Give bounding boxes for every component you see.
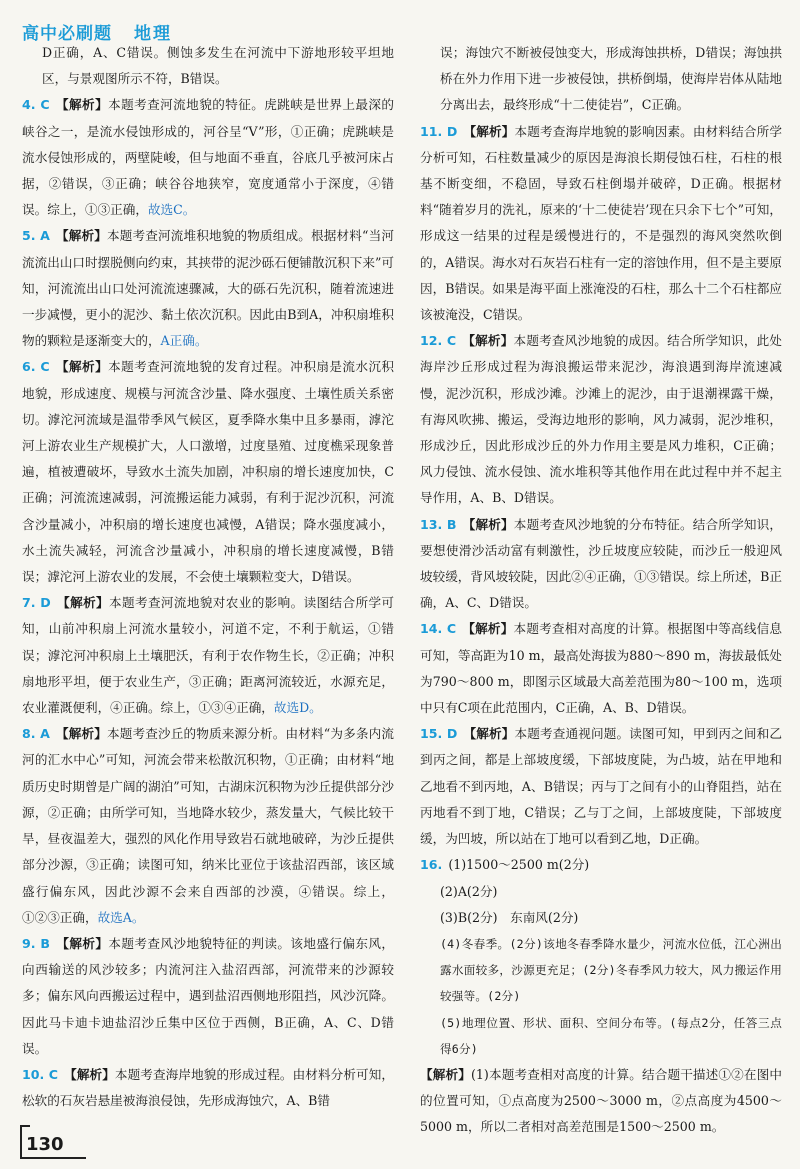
- answer-conclusion: 故选C。: [147, 202, 196, 218]
- analysis-tag: 【解析】: [462, 333, 514, 349]
- answer-item-11: [420, 119, 782, 329]
- analysis-tag: 【解析】: [55, 726, 108, 742]
- page-number: 130: [20, 1133, 86, 1159]
- answer-number: 7. D: [22, 595, 51, 611]
- answer-number: 4. C: [22, 97, 50, 113]
- left-column: [22, 40, 394, 1114]
- sub-answer: (1)1500～2500 m(2分): [448, 857, 590, 873]
- answer-number: 8. A: [22, 726, 50, 742]
- answer-item-4: [22, 92, 394, 223]
- answer-number: 16.: [420, 857, 443, 873]
- analysis-tag: 【解析】: [55, 935, 109, 951]
- answer-item-16-analysis: [420, 1062, 782, 1141]
- answer-continuation: 误；海蚀穴不断被侵蚀变大，形成海蚀拱桥，D错误；海蚀拱桥在外力作用下进一步被侵蚀，拱桥倒塌，使海岸岩体从陆地分离出去，最终形成“十二使徒岩”，C正确。: [440, 45, 782, 113]
- analysis-tag: 【解析】: [55, 97, 109, 113]
- sub-answer: (3)B(2分) 东南风(2分): [440, 909, 579, 925]
- answer-item-10: [22, 1062, 394, 1114]
- answer-text: 本题考查河流堆积地貌的物质组成。根据材料“当河流流出山口时摆脱侧向约束，其挟带的泥沙砾石便铺散沉积下来”可知，河流流出山口处河流流速骤减，大的砾石先沉积，随着流速进一步减慢，更小的泥沙、黏土依次沉积。因此由B到A，冲积扇堆积物的颗粒是逐渐变大的，: [22, 228, 394, 349]
- answer-number: 12. C: [420, 333, 457, 349]
- answer-text: 本题考查风沙地貌的分布特征。结合所学知识，要想使滑沙活动富有刺激性，沙丘坡度应较陡，而沙丘一般迎风坡较缓，背风坡较陡，因此②④正确，①③错误。综上所述，B正确，A、C、D错误。: [420, 516, 783, 611]
- answer-text: (1)本题考查相对高度的计算。结合题干描述①②在图中的位置可知，①点高度为2500～3000 m，②点高度为4500～5000 m，所以二者相对高差范围是1500～2500 m。: [420, 1066, 783, 1135]
- answer-number: 14. C: [420, 621, 457, 637]
- answer-item-6: [22, 354, 394, 590]
- answer-item-5: [22, 223, 394, 354]
- sub-answer-handwritten: (4)冬春季。(2分)该地冬春季降水量少，河流水位低，江心洲出露水面较多，沙源更充足；(2分)冬春季风力较大，风力搬运作用较强等。(2分): [440, 936, 782, 1004]
- answer-text: 本题考查风沙地貌的成因。结合所学知识，此处海岸沙丘形成过程为海浪搬运带来泥沙，海浪遇到海岸流速减慢，泥沙沉积，形成沙滩。沙滩上的泥沙，由于退潮裸露干燥，有海风吹拂、搬运，受海边地形的影响，风力减弱，泥沙堆积，形成沙丘，因此形成沙丘的外力作用主要是风力堆积，C正确；风力侵蚀、流水侵蚀、流水堆积等其他作用在此过程中并不起主导作用，A、B、D错误。: [420, 333, 783, 506]
- subject-label: 地理: [134, 23, 172, 44]
- analysis-tag: 【解析】: [462, 621, 514, 637]
- answer-item-13: [420, 512, 782, 617]
- analysis-tag: 【解析】: [56, 595, 110, 611]
- answer-text: 本题考查风沙地貌特征的判读。该地盛行偏东风，向西输送的风沙较多；内流河注入盐沼西部，河流带来的沙源较多；偏东风向西搬运过程中，遇到盐沼西侧地形阻挡，风沙沉降。因此马卡迪卡迪盐沼沙丘集中区位于西侧，B正确，A、C、D错误。: [22, 935, 395, 1056]
- answer-number: 13. B: [420, 516, 457, 532]
- analysis-tag: 【解析】: [55, 359, 109, 375]
- answer-text: 本题考查河流地貌对农业的影响。读图结合所学可知，山前冲积扇上河流水量较小，河道不定，不利于航运，①错误；滹沱河冲积扇上土壤肥沃，有利于农作物生长，②正确；冲积扇地形平坦，便于农业生产，③正确；距离河流较近，水源充足，农业灌溉便利，④正确。综上，①③④正确，: [22, 595, 395, 716]
- answer-text: 本题考查海岸地貌的影响因素。由材料结合所学分析可知，石柱数量减少的原因是海浪长期侵蚀石柱，石柱的根基不断变细，不稳固，导致石柱倒塌并破碎，D正确。根据材料“随着岁月的洗礼，原来的‘十二使徒岩’现在只余下七个”可知，形成这一结果的过程是缓慢进行的，不是强烈的海风突然吹倒的，A错误。海水对石灰岩石柱有一定的溶蚀作用，但不是主要原因，B错误。如果是海平面上涨淹没的石柱，那么十二个石柱都应该被淹没，C错误。: [420, 123, 783, 323]
- answer-item-12: [420, 328, 782, 511]
- answer-item-9: [22, 931, 394, 1062]
- answer-number: 15. D: [420, 726, 458, 742]
- answer-continuation: D正确，A、C错误。侧蚀多发生在河流中下游地形较平坦地区，与景观图所示不符，B错误。: [42, 45, 394, 87]
- answer-number: 9. B: [22, 935, 50, 951]
- analysis-tag: 【解析】: [55, 228, 108, 244]
- analysis-tag: 【解析】: [462, 516, 514, 532]
- book-title: 高中必刷题: [22, 23, 112, 44]
- answer-item-14: [420, 616, 782, 721]
- answer-text: 本题考查河流地貌的特征。虎跳峡是世界上最深的峡谷之一，是流水侵蚀形成的，河谷呈“V”形，①正确；虎跳峡是流水侵蚀形成的，两壁陡峻，但与地面不垂直，谷底几乎被河床占据，②错误，③正确；峡谷谷地狭窄，宽度通常小于深度，④错误。综上，①③正确，: [22, 97, 395, 218]
- answer-conclusion: A正确。: [160, 333, 208, 349]
- answer-conclusion: 故选D。: [273, 700, 322, 716]
- answer-number: 10. C: [22, 1066, 59, 1082]
- analysis-tag: 【解析】: [463, 726, 515, 742]
- analysis-tag: 【解析】: [64, 1066, 115, 1082]
- answer-item-7: [22, 590, 394, 721]
- answer-number: 6. C: [22, 359, 50, 375]
- answer-item-16: [420, 852, 782, 878]
- analysis-tag: 【解析】: [420, 1066, 471, 1082]
- answer-text: 本题考查海岸地貌的形成过程。由材料分析可知，松软的石灰岩悬崖被海浪侵蚀，先形成海蚀穴，A、B错: [22, 1066, 395, 1109]
- answer-text: 本题考查沙丘的物质来源分析。由材料“为多条内流河的汇水中心”可知，河流会带来松散沉积物，①正确；由材料“地质历史时期曾是广阔的湖泊”可知，古湖床沉积物为沙丘提供部分沙源，②正确；由所学可知，当地降水较少，蒸发量大，气候比较干旱，昼夜温差大，强烈的风化作用导致岩石就地破碎，为沙丘提供部分沙源，③正确；读图可知，纳米比亚位于该盐沼西部，该区域盛行偏东风，因此沙源不会来自西部的沙漠，④错误。综上，①②③正确，: [22, 726, 394, 925]
- sub-answer-handwritten: (5)地理位置、形状、面积、空间分布等。(每点2分，任答三点得6分): [440, 1015, 782, 1056]
- analysis-tag: 【解析】: [463, 123, 515, 139]
- answer-item-8: [22, 721, 394, 931]
- right-column: [420, 40, 782, 1141]
- answer-number: 5. A: [22, 228, 50, 244]
- sub-answer: (2)A(2分): [440, 883, 498, 899]
- answer-conclusion: 故选A。: [97, 909, 145, 925]
- answer-text: 本题考查相对高度的计算。根据图中等高线信息可知，等高距为10 m，最高处海拔为880～890 m，海拔最低处为790～800 m，即图示区域最大高差范围为80～100 m，选项中只有C项在此范围内，C正确，A、B、D错误。: [420, 621, 783, 716]
- answer-text: 本题考查通视问题。读图可知，甲到丙之间和乙到丙之间，都是上部坡度缓，下部坡度陡，为凸坡，站在甲地和乙地看不到丙地，A、B错误；丙与丁之间有小的山脊阻挡，站在丙地看不到丁地，C错误；乙与丁之间，上部坡度陡，下部坡度缓，为凹坡，所以站在丁地可以看到乙地，D正确。: [420, 726, 783, 847]
- answer-number: 11. D: [420, 123, 458, 139]
- answer-item-15: [420, 721, 782, 852]
- answer-text: 本题考查河流地貌的发育过程。冲积扇是流水沉积地貌，形成速度、规模与河流含沙量、降水强度、土壤性质关系密切。滹沱河流域是温带季风气候区，夏季降水集中且多暴雨，滹沱河上游农业生产规模扩大，人口激增，过度垦殖、过度樵采现象普遍，植被遭破坏，导致水土流失加剧，冲积扇的增长速度加快，C正确；河流流速减弱，河流搬运能力减弱，有利于泥沙沉积，河流含沙量减小，冲积扇的增长速度也减慢，A错误；降水强度减小，水土流失减轻，河流含沙量减小，冲积扇的增长速度减慢，B错误；滹沱河上游农业的发展，不会使土壤颗粒变大，D错误。: [22, 359, 395, 585]
